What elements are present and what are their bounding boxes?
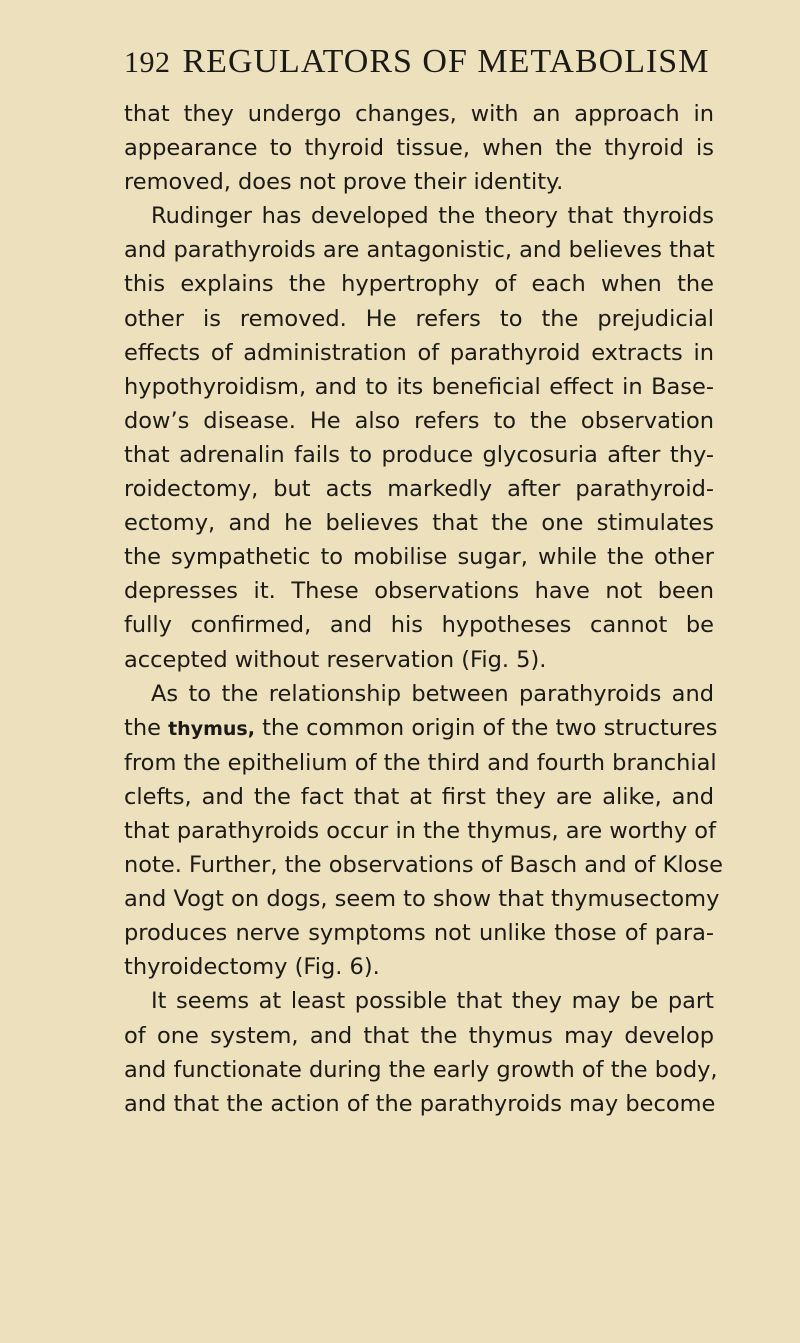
text-line: note. Further, the observations of Basch and of Klose (124, 852, 723, 879)
body-text (124, 97, 723, 1121)
text-fragment: the common origin of the two structures (262, 714, 718, 741)
text-line: from the epithelium of the third and fourth branchial (124, 749, 717, 776)
text-line: dow’s disease. He also refers to the observation (124, 407, 714, 434)
text-line: this explains the hypertrophy of each when the (124, 271, 714, 298)
running-title: REGULATORS OF METABOLISM (182, 43, 710, 80)
text-line: thyroidectomy (Fig. 6). (124, 954, 380, 981)
bold-term-thymus: thymus, (168, 717, 255, 740)
page-number: 192 (124, 46, 171, 79)
text-line: produces nerve symptoms not unlike those of para- (124, 920, 714, 947)
text-line: of one system, and that the thymus may develop (124, 1022, 714, 1049)
text-line: Rudinger has developed the theory that thyroids (151, 203, 714, 230)
page-header (124, 42, 709, 83)
text-line: that parathyroids occur in the thymus, are worthy of (124, 817, 716, 844)
text-line: effects of administration of parathyroid extracts in (124, 339, 714, 366)
text-line: and parathyroids are antagonistic, and believes that (124, 237, 715, 264)
text-line: appearance to thyroid tissue, when the thyroid is (124, 135, 714, 162)
text-line: depresses it. These observations have not been (124, 578, 714, 605)
text-line: It seems at least possible that they may be part (151, 988, 714, 1015)
text-line: and functionate during the early growth of the body, (124, 1056, 718, 1083)
text-line: ectomy, and he believes that the one stimulates (124, 510, 714, 537)
text-line: As to the relationship between parathyroids and (151, 680, 714, 707)
text-line: that they undergo changes, with an approach in (124, 101, 714, 127)
text-line: the sympathetic to mobilise sugar, while the other (124, 544, 714, 571)
text-line: roidectomy, but acts markedly after parathyroid- (124, 476, 714, 503)
text-line: other is removed. He refers to the prejudicial (124, 305, 714, 332)
text-line: and Vogt on dogs, seem to show that thymusectomy (124, 886, 720, 913)
text-line-mixed (124, 711, 718, 746)
text-line: that adrenalin fails to produce glycosuria after thy- (124, 441, 714, 468)
text-line: and that the action of the parathyroids may become (124, 1090, 716, 1117)
text-fragment: the (124, 714, 161, 741)
text-line: removed, does not prove their identity. (124, 169, 564, 196)
text-line: fully confirmed, and his hypotheses cannot be (124, 612, 714, 639)
text-line: hypothyroidism, and to its beneficial effect in Base- (124, 373, 714, 400)
text-line: accepted without reservation (Fig. 5). (124, 646, 547, 673)
text-line: clefts, and the fact that at first they are alike, and (124, 783, 714, 810)
